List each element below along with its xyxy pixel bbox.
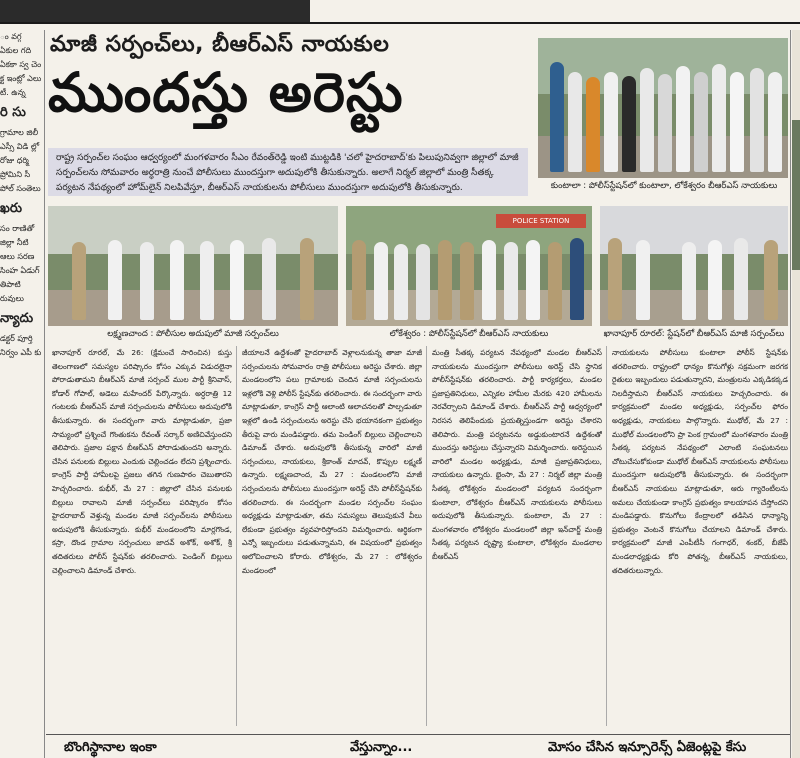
column-rule-3 bbox=[606, 346, 607, 726]
article-column-1: ఖానాపూర్‌ రూరల్‌, మే 26: (క్షేమంచే సారించిన) కుస్తు తెలంగాణలో సమస్యల పరిష్కారం కోసం ఎక్కువ విడుదలైనా పోరాడుతామని బీఆర్‌ఎస్‌ మాజీ సర్పంచ్‌ ముల పార్టీ శ్రీనివాస్‌, కోడార్ గోపాల్‌, అడెలు మహేందర్‌ పేర్కొన్నారు. అర్ధరాత్రి 12 గంటలకు బీఆర్‌ఎస్‌ మాజీ సర్పంచులను పోలీసులు అదుపులోకి తీసుకున్నారు. ఈ సందర్భంగా వారు మాట్లాడుతూ, ప్రజా సామ్యంలో ప్రశ్నించే గొంతుకను రేవంత్‌ సర్కార్‌ అణిచివేస్తుందని తెలిపారు. ప్రజాల పక్షాన బీఆర్‌ఎస్‌ పోరాడుతుందని అన్నారు. చేసిన పనులకు బిల్లులు ఎందుకు చెల్లించడం లేదని ప్రశ్నించారు. కాంగ్రెస్‌ పార్టీ హామీలపై ప్రజలు తగిన గుణపాఠం చెబుతారని హెచ్చరించారు. కుభీర్‌, మే 27 : జిల్లాలో చేసిన పనులకు బిల్లులు రావాలని మాజీ సర్పంచ్‌లు పరిష్కారం కోసం హైదరాబాద్‌ వెళ్తున్న మండల మాజీ సర్పంచ్‌లను పోలీసులు అదుపులోకి తీసుకున్నారు. కుభీర్‌ మండలంలోని మార్లగొండ, కస్రా, దొండ గ్రామాల సర్పంచులు జాదవ్‌ అశోక్‌, అశోక్‌, శ్రీ తదితరులు పోలీస్‌ స్టేషన్‌కు తరలించారు. పెండింగ్‌ బిల్లులు చెల్లించాలని డిమాండ్‌ చేశారు. bbox=[52, 348, 232, 575]
column-divider bbox=[44, 30, 45, 758]
photo-lokeshwaram bbox=[346, 206, 592, 326]
photo-kuntala-leaders bbox=[538, 38, 788, 178]
bottom-story-1-headline: బొంగిస్థానాల ఇంకా bbox=[64, 740, 157, 755]
left-snippet-3: సం రాణితో జిల్లా నీటి ఆలు సరణ సింహ ఏడుగ్ తిపాటి రువులు bbox=[0, 224, 40, 303]
photo-laxmanchanda bbox=[48, 206, 338, 326]
caption-middle: లోకేశ్వరం : పోలీస్‌స్టేషన్‌లో బీఆర్‌ఎస్‌ నాయకులు bbox=[389, 329, 549, 339]
article-kicker: మాజీ సర్పంచ్‌లు, బీఆర్‌ఎస్‌ నాయకుల bbox=[50, 32, 390, 57]
article-summary: రాష్ట్ర సర్పంచ్‌ల సంఘం ఆధ్వర్యంలో మంగళవారం సీఎం రేవంత్‌రెడ్డి ఇంటి ముట్టడికి 'చలో హైదరాబాద్‌'కు పిలుపునివ్వగా జిల్లాలో మాజీ సర్పంచ్‌లను సోమవారం అర్ధరాత్రి నుంచే పోలీసులు ముందస్తుగా అదుపులోకి తీసుకున్నారు. అలాగే నిర్మల్‌ జిల్లాలో మంత్రి సీతక్క పర్యటన నేపథ్యంలో హోమ్‌లైన్‌ నిలపివేస్తూ, బీఆర్‌ఎస్‌ నాయకులను పోలీసులు ముందస్తుగా అదుపులోకి తీసుకున్నారు. bbox=[48, 148, 528, 196]
left-snippet-1: ం వగ్గ ఏకుల గది ఏకకా స్వ చెం క్ట ఇంట్లో ఎలు టీ. ఉన్న bbox=[0, 32, 42, 97]
bottom-story-3-headline: మోసం చేసిన ఇన్సూరెన్స్‌ ఏజెంట్లపై కేసు bbox=[548, 740, 747, 755]
caption-left: లక్ష్మణచాంద : పోలీసుల అదుపులో మాజీ సర్పంచ్‌లు bbox=[107, 329, 279, 339]
column-rule-1 bbox=[236, 346, 237, 726]
right-neighbour-photo bbox=[792, 120, 800, 270]
top-rule bbox=[0, 22, 800, 24]
left-neighbour-column bbox=[0, 30, 42, 758]
article-headline: ముందస్తు అరెస్టు bbox=[48, 61, 404, 124]
left-snippet-2: గ్రామాల జిలీ ఎస్సీ విడి ల్లో రోజు ధర్మి ప్రోమిని సీ పోల్ సంతెలు bbox=[0, 128, 41, 193]
bottom-rule bbox=[46, 734, 790, 735]
section-label bbox=[0, 0, 310, 22]
article-column-4: నాయకులను పోలీసులు కుంటాలా పోలీస్‌ స్టేషన్‌కు తరలించారు. రాష్ట్రంలో ధాన్యం కొనుగోళ్లు సక్రమంగా జరగక రైతులు ఇబ్బందులు పడుతున్నారని, మంత్రులను ఎక్కడికక్కడ నిలదీస్తామని బీఆర్‌ఎస్‌ నాయకులు హెచ్చరించారు. ఈ కార్యక్రమంలో మండల అధ్యక్షుడు, సర్పంచ్‌ల ఫోరం అధ్యక్షుడు, నాయకులు పాల్గొన్నారు. ముథోల్‌, మే 27 : ముథోల్‌ మండలంలోని ప్రా పెంక గ్రామంలో మంగళవారం మంత్రి సీతక్క పర్యటన నేపథ్యంలో ఎలాంటి సంఘటనలు చోటుచేసుకోకుండా ముథోల్‌ బీఆర్‌ఎస్‌ నాయకులను పోలీసులు ముందస్తుగా అదుపులోకి తీసుకున్నారు. ఈ సందర్భంగా బీఆర్‌ఎస్‌ నాయకులు మాట్లాడుతూ, ఆరు గ్యారెంటీలను అమలు చేయకుండా కాంగ్రెస్‌ ప్రభుత్వం కాలయాపన చేస్తోందని మండిపడ్డారు. కొనుగోలు కేంద్రాలలో తడిసిన ధాన్యాన్ని ప్రభుత్వం వెంటనే కొనుగోలు చేయాలని డిమాండ్‌ చేశారు. కార్యక్రమంలో మాజీ ఎంపీటీసీ గంగాధర్‌, శంకర్‌, బీజేపీ మండలాధ్యక్షుడు కోరి పోతన్న, బీఆర్‌ఎస్‌ నాయకులు, తదితరులున్నారు. bbox=[612, 348, 788, 575]
article-column-3: మంత్రి సీతక్క పర్యటన నేపథ్యంలో మండల బీఆర్‌ఎస్‌ నాయకులను ముందస్తుగా పోలీసులు అరెస్ట్‌ చేసి స్థానిక పోలీస్‌స్టేషన్‌కు తరలించారు. పార్టీ కార్యకర్తలు, మండల ప్రజాప్రతినిధులు, ఎన్నికల హామీల మేరకు 420 హామీలను నెరవేర్చాలని డిమాండ్‌ చేశారు. బీఆర్‌ఎస్‌ పార్టీ ఆధ్వర్యంలో నిరసన తెలిపేందుకు ప్రయత్నిస్తుండగా అరెస్టు చేశారని తెలిపారు. మంత్రి పర్యటనను అడ్డుకుంటారనే ఉద్దేశంతో ముందస్తు అరెస్టులు చేస్తున్నారని విమర్శించారు. అరెస్టయిన వారిలో మండల అధ్యక్షుడు, మాజీ ప్రజాప్రతినిధులు, నాయకులు ఉన్నారు. భైంసా, మే 27 : నిర్మల్‌ జిల్లా మంత్రి సీతక్క లోకేశ్వరం మండలంలో పర్యటన సందర్భంగా కుంటాలా, లోకేశ్వరం బీఆర్‌ఎస్‌ నాయకులను పోలీసులు అదుపులోకి తీసుకున్నారు. కుంటాలా, మే 27 : మంగళవారం లోకేశ్వరం మండలంలో జిల్లా ఇన్‌చార్జ్‌ మంత్రి సీతక్క పర్యటన దృష్ట్యా కుంటాలా, లోకేశ్వరం మండలాల బీఆర్‌ఎస్‌ bbox=[432, 348, 602, 561]
left-heading-2: ఖరు bbox=[0, 201, 23, 216]
left-heading-1: రి సు bbox=[0, 105, 26, 120]
photo-khanapur bbox=[600, 206, 788, 326]
caption-top-right: కుంటాలా : పోలీస్‌స్టేషన్‌లో కుంటాలా, లోకేశ్వరం బీఆర్‌ఎస్‌ నాయకులు bbox=[550, 181, 778, 191]
police-station-sign: POLICE STATION bbox=[496, 214, 586, 228]
article-column-2: జీయాలనే ఉద్దేశంతో హైదరాబాద్‌ వెళ్లాలనుకున్న తాజా మాజీ సర్పంచులను సోమవారం రాత్రి పోలీసులు అరెస్టు చేశారు. జిల్లా మండలంలోని పలు గ్రామాలకు చెందిన మాజీ సర్పంచులను ఇళ్లలోకి వెళ్లి పోలీస్‌ స్టేషన్‌కు తరలించారు. ఈ సందర్భంగా వారు మాట్లాడుతూ, కాంగ్రెస్‌ పార్టీ ఆలాంటి ఆలాచనలతో పాల్పడుతూ ఇళ్లలో ఉండి సర్పంచులను అరెస్టు చేసి భయానకంగా ప్రభుత్వం తీరుపై వారు మండిపడ్డారు. తమ పెండింగ్‌ బిల్లులు చెల్లించాలని డిమాండ్‌ చేశారు. అదుపులోకి తీసుకున్న వారిలో మాజీ సర్పంచులు, నాయకులు, శ్రీకాంత్‌ మాదవ్‌, కొప్పుల లక్ష్మణ్‌ ఉన్నారు. లక్ష్మణచాంద, మే 27 : మండలంలోని మాజీ సర్పంచులను పోలీసులు ముందస్తుగా అరెస్ట్‌ చేసి పోలీస్‌స్టేషన్‌కు తరలించారు. ఈ సందర్భంగా మండల సర్పంచ్‌ల సంఘం అధ్యక్షుడు మాట్లాడుతూ, తమ సమస్యలు తెలుపుకునే వీలు లేకుండా ప్రభుత్వం వ్యవహరిస్తోందని విమర్శించారు. ఆర్థికంగా ఎన్నో ఇబ్బందులు పడుతున్నామని, ఈ విషయంలో ప్రభుత్వం ఆలోచించాలని కోరారు. లోకేశ్వరం, మే 27 : లోకేశ్వరం మండలంలో bbox=[242, 348, 422, 575]
right-column-divider bbox=[790, 30, 791, 758]
caption-right: ఖానాపూర్‌ రూరల్‌: స్టేషన్‌లో బీఆర్‌ఎస్‌ మాజీ సర్పంచ్‌లు bbox=[603, 329, 785, 339]
bottom-story-2-headline: వేస్తున్నాం... bbox=[350, 740, 413, 755]
left-snippet-4: డక్టర్ పూర్తి నిర్వం ఎపీ కు bbox=[0, 334, 42, 357]
left-heading-3: న్యాదు bbox=[0, 311, 34, 326]
column-rule-2 bbox=[426, 346, 427, 726]
